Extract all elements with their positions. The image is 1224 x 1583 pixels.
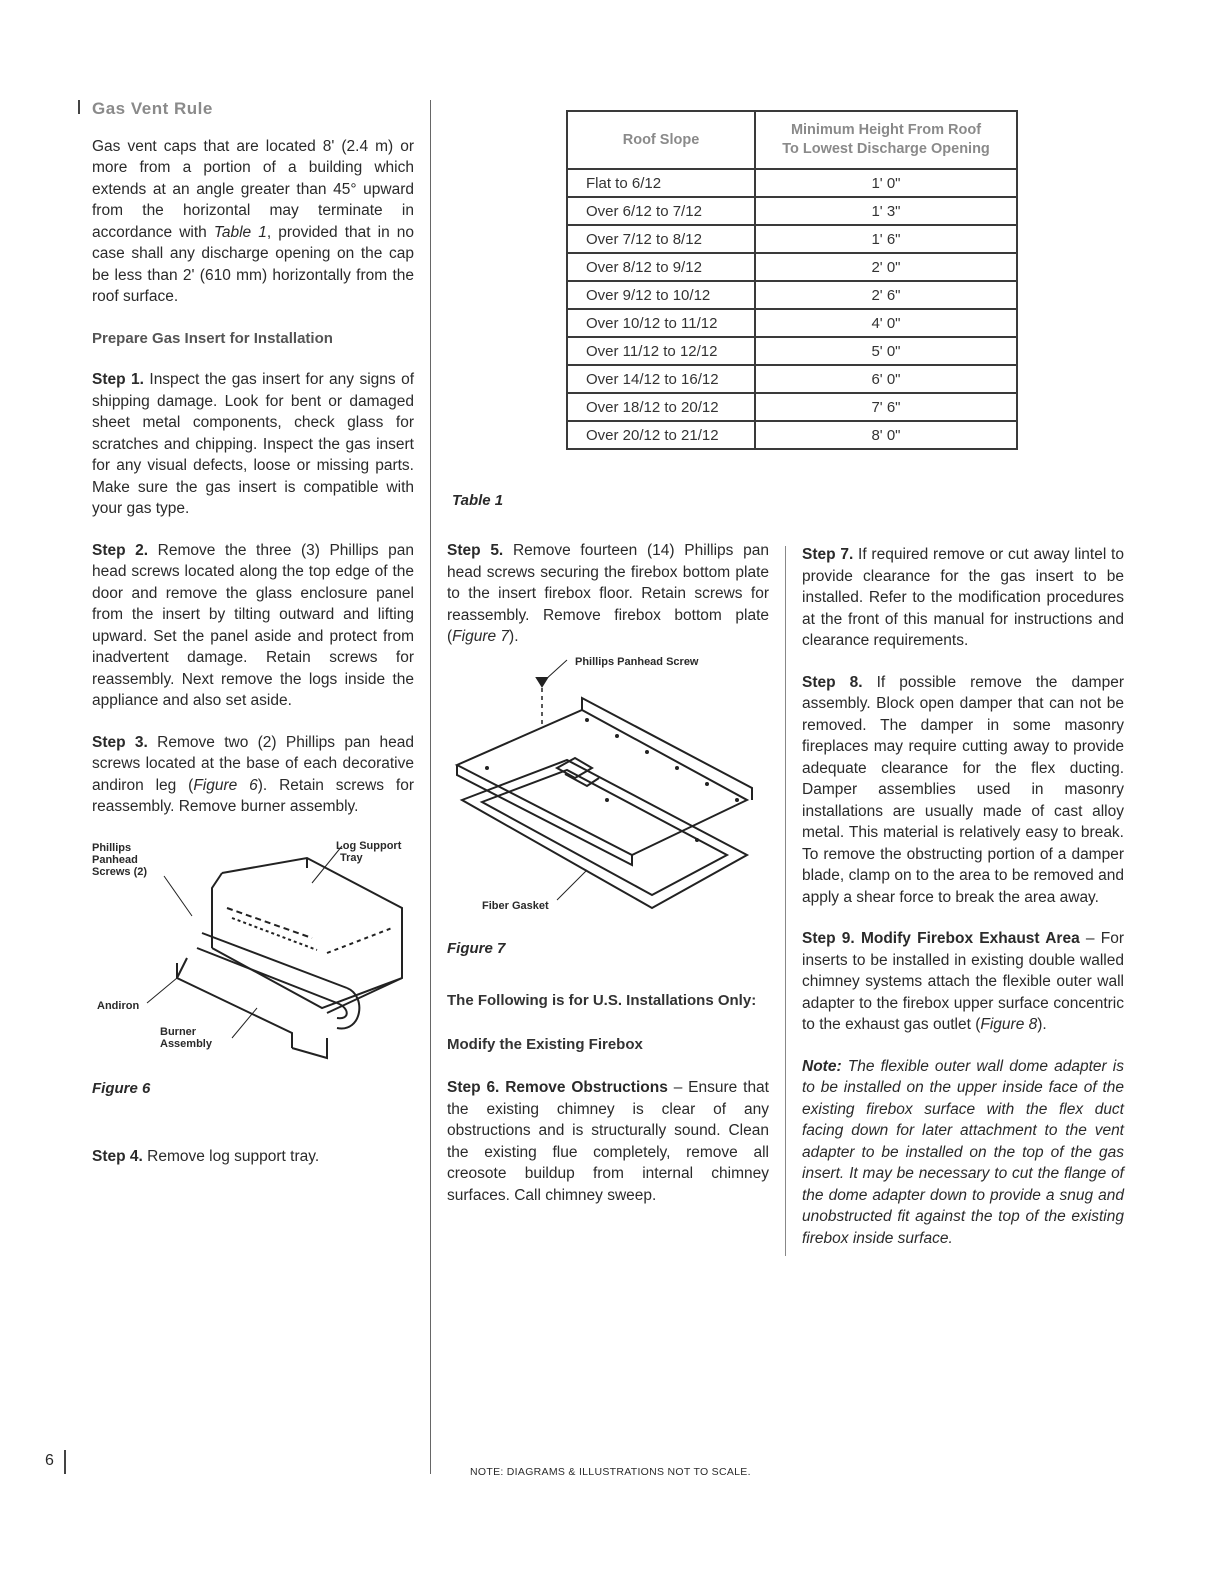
prepare-heading: Prepare Gas Insert for Installation (92, 329, 333, 347)
figure-7-caption: Figure 7 (447, 940, 506, 957)
modify-firebox-heading: Modify the Existing Firebox (447, 1035, 643, 1053)
table-row: Over 18/12 to 20/12 7' 6" (567, 393, 1017, 421)
firebox-bottom-plate-illustration (447, 650, 769, 920)
step3-paragraph: Step 3. Remove two (2) Phillips pan head screws located at the base of each decorative andiron leg (Figure 6). Retain screws for reassembly. Remove burner assembly. (92, 733, 414, 815)
label-burner-assembly: Burner Assembly (160, 1026, 212, 1050)
step4-paragraph: Step 4. Remove log support tray. (92, 1147, 320, 1165)
gas-vent-heading: Gas Vent Rule (92, 99, 213, 118)
page-number: 6 (45, 1452, 54, 1469)
step2-paragraph: Step 2. Remove the three (3) Phillips pan head screws located along the top edge of the door and remove the glass enclosure panel from the insert by tilting outward and lifting upward. Set the panel aside and protect from inadvertent damage. Retain screws for reassembly. Next remove the logs inside the appliance and also set aside. (92, 541, 414, 709)
step1-paragraph: Step 1. Inspect the gas insert for any signs of shipping damage. Look for bent or damaged sheet metal components, check glass for scratches and chipping. Inspect the gas insert for any visual defects, loose or missing parts. Make sure the gas insert is compatible with your gas type. (92, 371, 414, 517)
table-ref: Table 1 (213, 223, 267, 241)
middle-column-lower (447, 990, 769, 1206)
label-fiber-gasket: Fiber Gasket (482, 900, 549, 912)
label-phillips-screws: Phillips Panhead Screws (2) (92, 842, 148, 878)
right-column (802, 544, 1124, 1249)
left-column (92, 98, 414, 818)
label-andiron: Andiron (97, 1000, 140, 1012)
figure-6 (92, 838, 412, 1068)
table-row: Over 11/12 to 12/12 5' 0" (567, 337, 1017, 365)
step9-paragraph: Step 9. Modify Firebox Exhaust Area – For inserts to be installed in existing double walled chimney systems attach the flexible outer wall adapter to the firebox upper surface concentric to the exhaust gas outlet (Figure 8). (802, 930, 1125, 1033)
table-row: Over 7/12 to 8/12 1' 6" (567, 225, 1017, 253)
header-roof-slope: Roof Slope (567, 111, 755, 169)
us-installations-heading: The Following is for U.S. Installations Only: (447, 992, 757, 1009)
table-row: Over 14/12 to 16/12 6' 0" (567, 365, 1017, 393)
table-row: Over 6/12 to 7/12 1' 3" (567, 197, 1017, 225)
roof-slope-table (566, 110, 1018, 450)
table-row: Over 9/12 to 10/12 2' 6" (567, 281, 1017, 309)
table-row: Over 20/12 to 21/12 8' 0" (567, 421, 1017, 449)
label-log-support-tray: Log Support Tray (336, 840, 402, 864)
header-minimum-height: Minimum Height From Roof To Lowest Discharge Opening (755, 111, 1017, 169)
column-divider-left (430, 100, 431, 1474)
table-row: Over 8/12 to 9/12 2' 0" (567, 253, 1017, 281)
middle-column (447, 540, 769, 648)
table-row: Over 10/12 to 11/12 4' 0" (567, 309, 1017, 337)
figure-6-caption: Figure 6 (92, 1080, 151, 1097)
note-paragraph: Note: The flexible outer wall dome adapter is to be installed on the upper inside face of the existing firebox surface with the flex duct facing down for later attachment to the vent adapter to be installed on the top of the gas insert. It may be necessary to cut the flange of the dome adapter down to provide a snug and unobstructed fit against the top of the existing firebox inside surface. (802, 1057, 1124, 1247)
label-phillips-panhead-screw: Phillips Panhead Screw (575, 656, 699, 668)
step5-paragraph: Step 5. Remove fourteen (14) Phillips pan head screws securing the firebox bottom plate to the insert firebox floor. Retain screws for reassembly. Remove firebox bottom plate (Figure 7). (447, 542, 769, 645)
table-row: Flat to 6/12 1' 0" (567, 169, 1017, 197)
gas-vent-paragraph: Gas vent caps that are located 8' (2.4 m) or more from a portion of a building which extends at an angle greater than 45° upward from the horizontal may terminate in accordance with Table 1, provided that in no case shall any discharge opening on the cap be less than 2' (610 mm) horizontally from the roof surface. (92, 137, 414, 305)
figure-7 (447, 650, 769, 920)
table-1-caption: Table 1 (452, 492, 504, 509)
step8-paragraph: Step 8. If possible remove the damper assembly. Block open damper that can not be removed. The damper in some masonry fireplaces may require cutting away to provide adequate clearance for the flex ducting. Damper assemblies used in masonry installations are usually made of cast alloy metal. This material is relatively easy to break. To remove the obstructing portion of a damper blade, clamp on to the area to be removed and apply a shear force to break the area away. (802, 673, 1124, 906)
left-margin-rule-top (78, 100, 80, 114)
left-margin-rule-bottom (64, 1450, 66, 1474)
column-divider-right (785, 546, 786, 1256)
step6-paragraph: Step 6. Remove Obstructions – Ensure that the existing chimney is clear of any obstructions and is structurally sound. Clean the existing flue completely, remove all creosote buildup from internal chimney surfaces. Call chimney sweep. (447, 1079, 769, 1204)
step7-paragraph: Step 7. If required remove or cut away lintel to provide clearance for the gas insert to be installed. Refer to the modification procedures at the front of this manual for instructions and clearance requirements. (802, 546, 1124, 649)
table-header-row (567, 111, 1017, 169)
footer-note: NOTE: DIAGRAMS & ILLUSTRATIONS NOT TO SCALE. (470, 1466, 751, 1478)
